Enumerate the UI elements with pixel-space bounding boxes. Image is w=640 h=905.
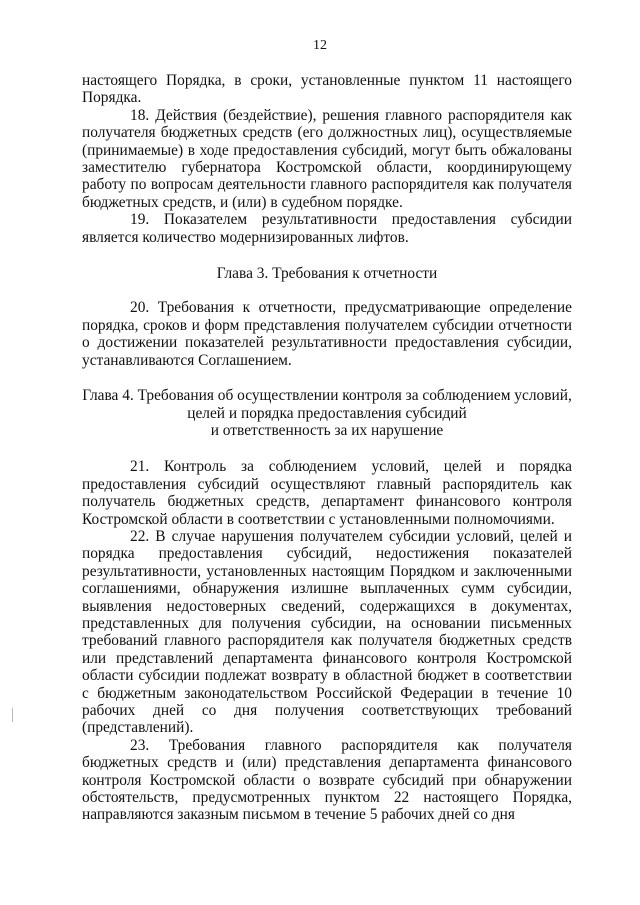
chapter-4-heading-line-3: и ответственность за их нарушение — [210, 421, 444, 439]
chapter-4-heading-line-2: целей и порядка предоставления субсидий — [187, 404, 467, 422]
spacer — [82, 246, 572, 265]
paragraph-23: 23. Требования главного распорядителя как получателя бюджетных средств и (или) представления департамента финансового контроля Костромской области о возврате субсидий при обнаружении обстоятельств, предусмотренных пунктом 22 настоящего Порядка, направляются заказным письмом в течение 5 рабочих дней со дня — [82, 736, 572, 824]
page-number: 12 — [313, 38, 327, 53]
scan-artifact — [12, 708, 13, 722]
paragraph-21: 21. Контроль за соблюдением условий, целей и порядка предоставления субсидий осуществляют главный распорядитель как получатель бюджетных средств, департамент финансового контроля Костромской области в соответствии с установленными полномочиями. — [82, 458, 572, 528]
spacer — [82, 369, 572, 387]
spacer — [82, 439, 572, 458]
paragraph-22: 22. В случае нарушения получателем субсидии условий, целей и порядка предоставления субсидий, недостижения показателей результативности, установленных настоящим Порядком и заключенными соглашениями, обнаружения излишне выплаченных сумм субсидии, выявления недостоверных сведений, содержащихся в документах, представленных для получения субсидии, на основании письменных требований главного распорядителя как получателя бюджетных средств или представлений департамента финансового контроля Костромской области субсидии подлежат возврату в областной бюджет в соответствии с бюджетным законодательством Российской Федерации в течение 10 рабочих дней со дня получения соответствующих требований (представлений). — [82, 527, 572, 737]
paragraph-19: 19. Показателем результативности предоставления субсидии является количество модернизированных лифтов. — [82, 211, 572, 246]
paragraph-20: 20. Требования к отчетности, предусматривающие определение порядка, сроков и форм представления получателем субсидии отчетности о достижении показателей результативности предоставления субсидии, устанавливаются Соглашением. — [82, 299, 572, 369]
chapter-3-heading: Глава 3. Требования к отчетности — [216, 265, 438, 283]
spacer — [82, 282, 572, 299]
chapter-4-heading-line-1: Глава 4. Требования об осуществлении контроля за соблюдением условий, — [82, 387, 572, 405]
document-body — [82, 72, 572, 824]
paragraph-18: 18. Действия (бездействие), решения главного распорядителя как получателя бюджетных средств (его должностных лиц), осуществляемые (принимаемые) в ходе предоставления субсидий, могут быть обжалованы заместителю губернатора Костромской области, координирующему работу по вопросам деятельности главного распорядителя как получателя бюджетных средств, и (или) в судебном порядке. — [82, 106, 572, 211]
paragraph-continuation: настоящего Порядка, в сроки, установленные пунктом 11 настоящего Порядка. — [82, 72, 572, 107]
chapter-4-heading — [82, 387, 572, 439]
